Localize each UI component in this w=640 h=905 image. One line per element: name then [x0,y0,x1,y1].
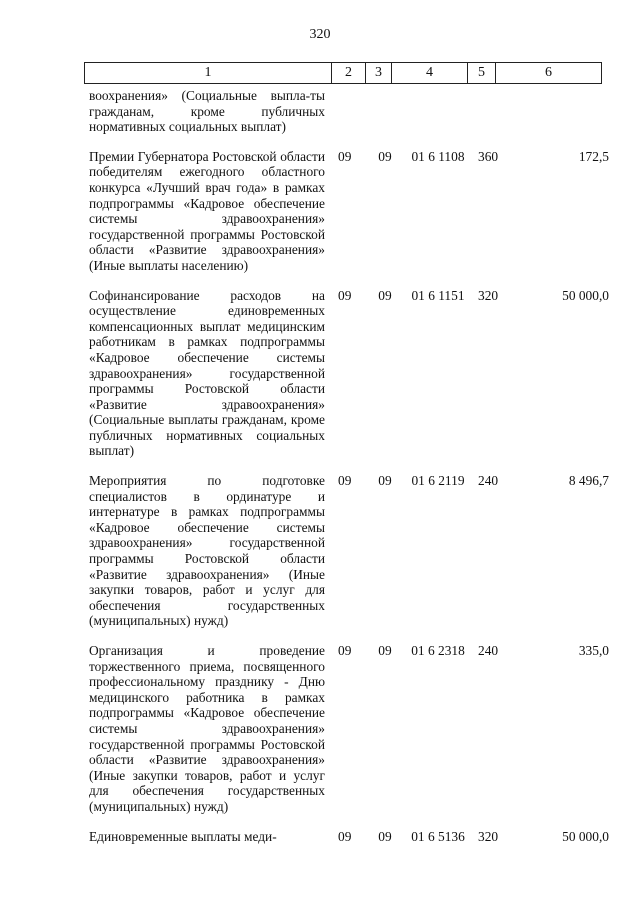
row-description: Софинансирование расходов на осуществление единовременных компенсационных выплат медицинским работникам в рамках подпрограммы «Кадровое обеспечение системы здравоохранения» государственной программы Ростовской области «Развитие здравоохранения» (Социальные выплаты гражданам, кроме публичных нормативных социальных выплат) [89,287,325,459]
row-amount: 172,5 [578,148,609,164]
row-section: 09 [338,643,352,658]
header-col-1: 1 [85,63,332,83]
row-amount: 335,0 [578,643,609,658]
row-subsection: 09 [378,148,392,164]
row-target-code: 01 6 1108 [411,148,465,164]
row-expense-type: 240 [478,643,499,658]
row-description: Единовременные выплаты меди- [89,828,277,844]
table-body [89,88,611,844]
row-subsection: 09 [378,287,392,303]
header-col-3: 3 [366,63,392,83]
table-row [89,643,611,815]
header-col-6: 6 [545,65,552,80]
row-amount: 50 000,0 [562,828,609,844]
row-expense-type: 320 [478,287,499,303]
row-section: 09 [338,287,352,303]
row-description: воохранения» (Социальные выпла-ты гражданам, кроме публичных нормативных социальных выплат) [89,88,325,135]
row-subsection: 09 [378,473,392,489]
row-subsection: 09 [378,828,392,844]
row-subsection: 09 [378,643,392,658]
row-target-code: 01 6 1151 [411,287,465,303]
row-target-code: 01 6 2119 [411,473,465,489]
page-number: 320 [309,27,331,42]
row-section: 09 [338,473,352,489]
table-row [89,149,611,274]
row-description: Премии Губернатора Ростовской области победителям ежегодного областного конкурса «Лучший врач года» в рамках подпрограммы «Кадровое обеспечение системы здравоохранения» государственной программы Ростовской области «Развитие здравоохранения» (Иные выплаты населению) [89,148,325,273]
header-col-2: 2 [332,63,366,83]
header-col-5: 5 [468,63,496,83]
row-amount: 8 496,7 [568,473,609,489]
row-expense-type: 320 [478,828,499,844]
row-section: 09 [338,828,352,844]
row-description: Мероприятия по подготовке специалистов в ординатуре и интернатуре в рамках подпрограммы «Кадровое обеспечение системы здравоохранения» государственной программы Ростовской области «Развитие здравоохранения» (Иные закупки товаров, работ и услуг для обеспечения государственных (муниципальных) нужд) [89,473,325,629]
header-col-4: 4 [392,63,468,83]
table-row [89,88,611,135]
table-row [89,829,611,845]
row-description: Организация и проведение торжественного приема, посвященного профессиональному празднику - Дню медицинского работника в рамках подпрограммы «Кадровое обеспечение системы здравоохранения» государственной программы Ростовской области «Развитие здравоохранения» (Иные закупки товаров, работ и услуг для обеспечения государственных (муниципальных) нужд) [89,643,325,814]
table-row [89,288,611,460]
row-expense-type: 240 [478,473,499,489]
row-target-code: 01 6 5136 [411,828,465,844]
row-expense-type: 360 [478,148,499,164]
table-row [89,473,611,629]
row-amount: 50 000,0 [562,287,609,303]
table-header [84,62,602,84]
row-section: 09 [338,148,352,164]
row-target-code: 01 6 2318 [411,643,465,658]
